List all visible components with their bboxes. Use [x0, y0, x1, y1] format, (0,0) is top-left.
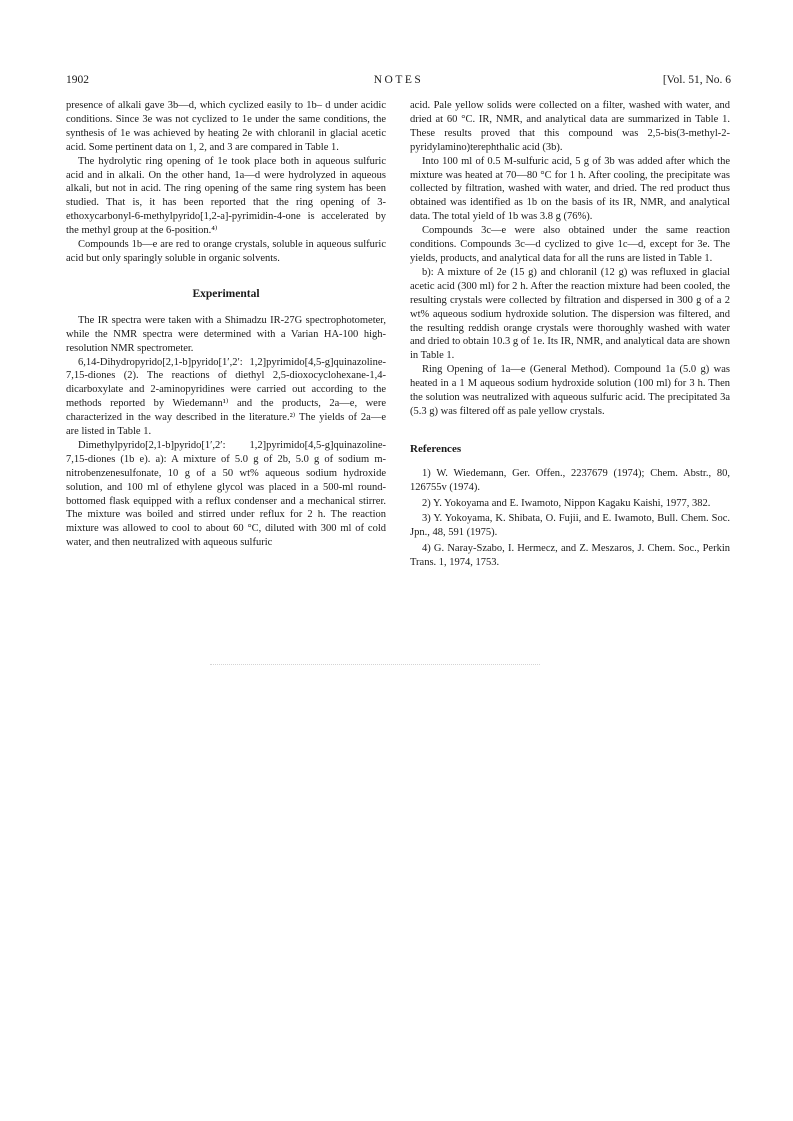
- body-paragraph: Into 100 ml of 0.5 M-sulfuric acid, 5 g of 3b was added after which the mixture was heated at 70—80 °C for 1 h. After cooling, the precipitate was collected by filtration, washed with water, and dried. The red product thus obtained was identified as 1b on the basis of its IR, NMR, and analytical data. The total yield of 1b was 3.8 g (76%).: [410, 155, 730, 223]
- volume-info: [Vol. 51, No. 6: [662, 74, 731, 86]
- body-paragraph: The IR spectra were taken with a Shimadzu IR-27G spectrophotometer, while the NMR spectra were determined with a Varian HA-100 high-resolution NMR spectrometer.: [66, 314, 386, 354]
- reference-item: 3) Y. Yokoyama, K. Shibata, O. Fujii, and E. Iwamoto, Bull. Chem. Soc. Jpn., 48, 591 (1975).: [410, 513, 730, 539]
- reference-item: 4) G. Naray-Szabo, I. Hermecz, and Z. Meszaros, J. Chem. Soc., Perkin Trans. 1, 1974, 1753.: [410, 543, 730, 569]
- body-paragraph: Dimethylpyrido[2,1-b]pyrido[1′,2′: 1,2]pyrimido[4,5-g]quinazoline-7,15-diones (1b e). a): A mixture of 5.0 g of 2b, 5.0 g of sodium m-nitrobenzenesulfonate, 10 g of a 50 wt% aqueous sodium hydroxide solution, and 100 ml of ethylene glycol was placed in a 500-ml round-bottomed flask equipped with a reflux condenser and a mechanical stirrer. The mixture was boiled and stirred under reflux for 2 h. The reaction mixture was allowed to cool to about 60 °C, diluted with 300 ml of cold water, and then neutralized with aqueous sulfuric: [66, 439, 386, 549]
- body-paragraph: presence of alkali gave 3b—d, which cyclized easily to 1b– d under acidic conditions. Since 3e was not cyclized to 1e under the same conditions, the synthesis of 1e was achieved by heating 2e with chloranil in glacial acetic acid. Some pertinent data on 1, 2, and 3 are compared in Table 1.: [66, 100, 386, 153]
- body-paragraph: 6,14-Dihydropyrido[2,1-b]pyrido[1′,2′: 1,2]pyrimido[4,5-g]quinazoline-7,15-diones (2). The reactions of diethyl 2,5-dioxocyclohexane-1,4-dicarboxylate and 2-aminopyridines were carried out according to the methods reported by Wiedemann¹⁾ and the products, 2a—e, were characterized in the way described in the literature.²⁾ The yields of 2a—e are listed in Table 1.: [66, 356, 386, 438]
- page-header: [66, 72, 731, 88]
- right-column: [410, 99, 730, 572]
- body-paragraph: Ring Opening of 1a—e (General Method). Compound 1a (5.0 g) was heated in a 1 M aqueous sodium hydroxide solution (100 ml) for 3 h. Then the solution was neutralized with aqueous sulfuric acid. The precipitated 3a (5.3 g) was filtered off as pale yellow crystals.: [410, 364, 730, 417]
- page-divider: [210, 664, 540, 666]
- left-column: [66, 99, 386, 550]
- experimental-heading: Experimental: [192, 287, 260, 300]
- reference-item: 2) Y. Yokoyama and E. Iwamoto, Nippon Kagaku Kaishi, 1977, 382.: [422, 497, 711, 509]
- body-paragraph: Compounds 3c—e were also obtained under the same reaction conditions. Compounds 3c—d cyclized to give 1c—d, except for 3e. The yields, products, and analytical data for all the runs are listed in Table 1.: [410, 225, 730, 264]
- reference-item: 1) W. Wiedemann, Ger. Offen., 2237679 (1974); Chem. Abstr., 80, 126755v (1974).: [410, 467, 730, 493]
- body-paragraph: The hydrolytic ring opening of 1e took place both in aqueous sulfuric acid and in alkali. On the other hand, 1a—d were hydrolyzed in aqueous alkali, but not in acid. The ring opening of the same ring system has been studied. That is, it has been reported that the ring opening of 3-ethoxycarbonyl-6-methylpyrido[1,2-a]-pyrimidin-4-one is accelerated by the methyl group at the 6-position.⁴⁾: [66, 155, 386, 237]
- section-title: NOTES: [373, 74, 424, 86]
- body-paragraph: acid. Pale yellow solids were collected on a filter, washed with water, and dried at 60 °C. IR, NMR, and analytical data are summarized in Table 1. These results proved that this compound was 2,5-bis(3-methyl-2-pyridylamino)terephthalic acid (3b).: [410, 100, 730, 153]
- body-paragraph: Compounds 1b—e are red to orange crystals, soluble in aqueous sulfuric acid but only sparingly soluble in organic solvents.: [66, 239, 386, 264]
- references-heading: References: [410, 442, 462, 455]
- body-paragraph: b): A mixture of 2e (15 g) and chloranil (12 g) was refluxed in glacial acetic acid (300 ml) for 2 h. After the reaction mixture had been cooled, the resulting crystals were collected by filtration and dispersed in 300 g of a 2 wt% aqueous sodium hydroxide solution. The dispersion was filtered, and the resulting reddish orange crystals were thoroughly washed with water and dried to obtain 10.3 g of 1e. Its IR, NMR, and analytical data are shown in Table 1.: [410, 266, 730, 362]
- page-number: 1902: [66, 74, 89, 86]
- references-list: [410, 467, 730, 570]
